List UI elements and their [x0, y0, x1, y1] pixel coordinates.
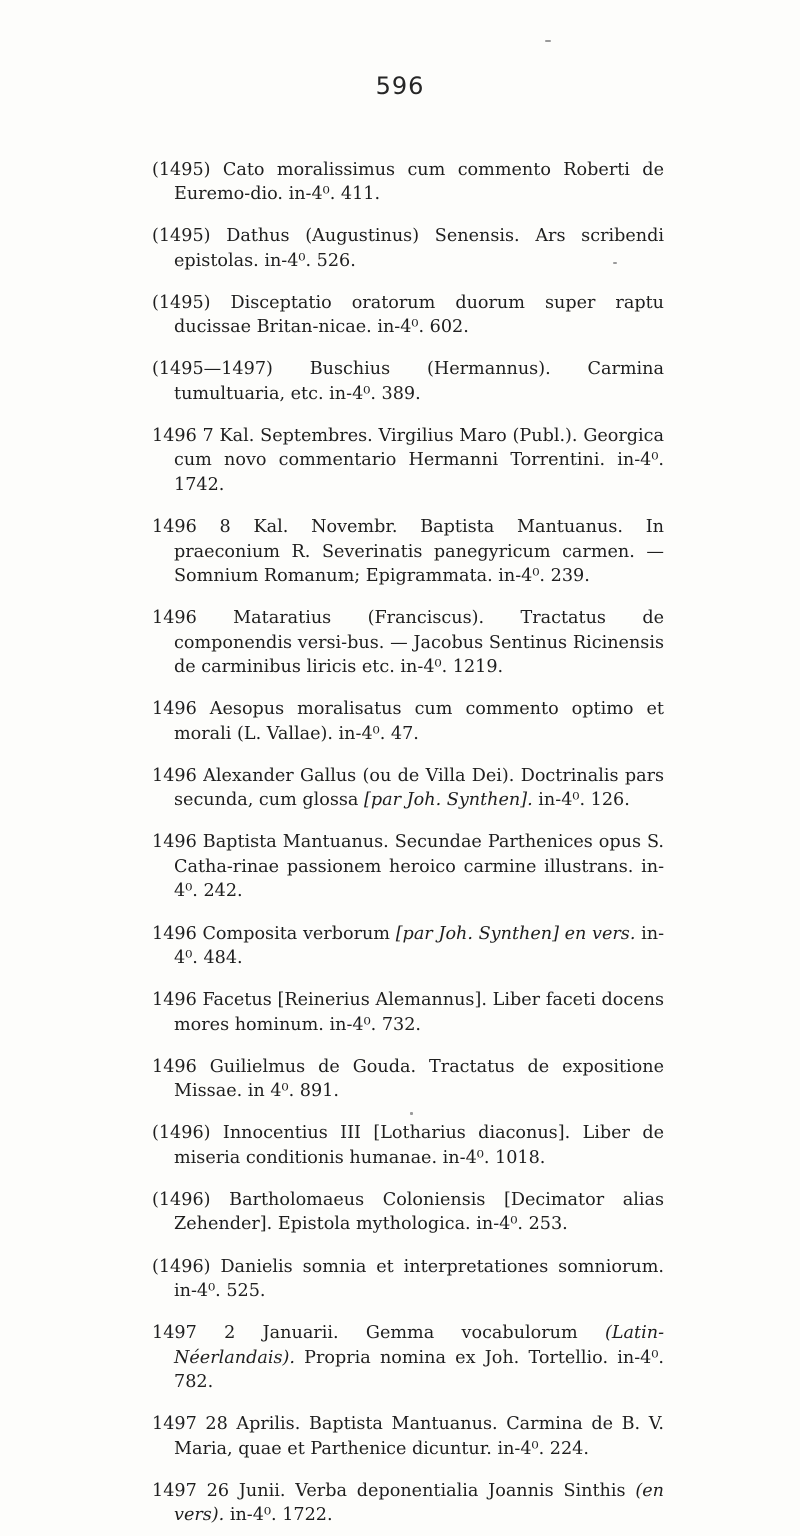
- entry-date: 1497 26 Junii.: [152, 1480, 286, 1501]
- entry-format: in-4⁰.: [174, 1281, 221, 1301]
- bibliography-entry: [152, 224, 664, 273]
- entry-date: (1495): [152, 226, 211, 247]
- page-number: 596: [375, 72, 425, 100]
- entry-title: somnia et interpretationes somniorum.: [302, 1256, 665, 1277]
- entry-title: Secundae Parthenices opus S. Catha-rinae passionem heroico carmine illustrans.: [174, 832, 665, 877]
- bibliography-entry: [152, 764, 664, 813]
- entry-title: cum commento Roberti de Euremo-dio.: [174, 159, 664, 205]
- entry-author: Baptista Mantuanus.: [308, 1414, 498, 1435]
- bibliography-entry: [152, 1121, 664, 1170]
- bibliography-entry: [152, 515, 664, 589]
- bibliography-entry: [152, 922, 664, 971]
- entry-title: duorum super raptu ducissae Britan-nicae.: [174, 292, 665, 338]
- entry-author: Innocentius III [Lotharius diaconus].: [222, 1123, 571, 1144]
- entry-number: 1219.: [452, 657, 504, 678]
- entry-author: Buschius (Hermannus).: [309, 359, 551, 380]
- bibliography-entry: [152, 357, 664, 406]
- entry-number: 526.: [316, 250, 356, 271]
- bibliography-entry: [152, 830, 664, 904]
- entry-title: In praeconium R. Severinatis panegyricum carmen. — Somnium Romanum; Epigrammata.: [174, 517, 664, 587]
- paper-speck: [545, 40, 551, 42]
- entry-format: in 4⁰.: [247, 1081, 295, 1102]
- entry-author: Danielis: [220, 1256, 293, 1277]
- entry-author: Bartholomaeus Coloniensis [Decimator alias Zehender].: [174, 1189, 665, 1235]
- entry-title: Liber faceti docens mores hominum.: [174, 990, 665, 1035]
- entry-author: Virgilius Maro (Publ.).: [378, 425, 578, 446]
- bibliography-entry: [152, 1055, 664, 1104]
- entry-number: 484.: [203, 948, 243, 969]
- entry-author: Composita verborum: [202, 923, 390, 944]
- entry-format: in-4⁰.: [617, 1347, 664, 1368]
- entry-format: in-4⁰.: [338, 723, 386, 744]
- entry-author: Disceptatio oratorum: [230, 292, 436, 313]
- entry-author: Gemma vocabulorum: [365, 1323, 578, 1344]
- bibliography-entry: [152, 1321, 664, 1395]
- entry-date: (1495): [152, 292, 211, 313]
- entry-title: Georgica cum novo commentario Hermanni Torrentini.: [174, 425, 665, 471]
- entry-title: Carmina de B. V. Maria, quae et Parthenice dicuntur.: [174, 1414, 665, 1459]
- entry-number: 242.: [203, 881, 243, 902]
- entry-number: 253.: [528, 1214, 568, 1235]
- bibliography-entry: [152, 291, 664, 340]
- entry-number: 126.: [590, 790, 630, 811]
- entry-title: Doctrinalis pars secunda, cum glossa: [174, 765, 665, 811]
- entry-title: Tractatus de expositione Missae.: [174, 1056, 665, 1102]
- entry-format: in-4⁰.: [329, 383, 376, 404]
- entry-date: 1496: [152, 832, 197, 853]
- bibliography-list: [152, 140, 664, 1536]
- entry-title: Liber de miseria conditionis humanae.: [174, 1123, 665, 1168]
- entry-date: 1496: [152, 990, 197, 1011]
- entry-number: 1722.: [282, 1505, 333, 1526]
- paper-speck: [410, 1112, 413, 1115]
- bibliography-entry: [152, 158, 664, 207]
- entry-author: Mataratius (Franciscus).: [233, 608, 485, 629]
- entry-date: 1496: [152, 1056, 197, 1077]
- bibliography-entry: [152, 1255, 664, 1304]
- entry-number: 389.: [381, 383, 421, 404]
- entry-author: Verba deponentialia Joannis Sinthis: [295, 1480, 626, 1501]
- entry-language-note: (Latin-Néerlandais).: [174, 1323, 665, 1368]
- entry-author: Baptista Mantuanus.: [202, 832, 389, 853]
- entry-format: in-4⁰.: [497, 1438, 545, 1459]
- entry-format: in-4⁰.: [442, 1147, 490, 1168]
- entry-number: 732.: [381, 1014, 422, 1035]
- entry-date: (1496): [152, 1189, 211, 1210]
- entry-number: 239.: [550, 566, 590, 587]
- entry-date: 1496 8 Kal. Novembr.: [152, 517, 398, 538]
- bibliography-entry: [152, 697, 664, 746]
- entry-date: 1496: [152, 923, 197, 944]
- entry-date: (1496): [152, 1256, 211, 1277]
- bibliography-entry: [152, 1188, 664, 1237]
- entry-format: in-4⁰.: [617, 450, 664, 471]
- entry-printer-note: [par Joh. Synthen].: [363, 790, 533, 811]
- entry-date: (1496): [152, 1123, 211, 1144]
- entry-author: Baptista Mantuanus.: [420, 517, 623, 538]
- entry-format: in-4⁰.: [174, 923, 665, 969]
- entry-author: Dathus (Augustinus) Senensis.: [226, 226, 520, 247]
- entry-number: 782.: [174, 1372, 214, 1393]
- entry-date: (1495—1497): [152, 359, 273, 380]
- entry-date: 1496 7 Kal. Septembres.: [152, 425, 373, 446]
- entry-number: 602.: [429, 317, 469, 338]
- entry-number: 1018.: [495, 1147, 546, 1168]
- entry-author: Guilielmus de Gouda.: [209, 1056, 417, 1077]
- entry-date: 1496: [152, 765, 197, 786]
- entry-format: in-4⁰.: [264, 250, 312, 271]
- entry-number: 224.: [549, 1438, 589, 1459]
- bibliography-entry: [152, 606, 664, 680]
- entry-format: in-4⁰.: [174, 856, 665, 902]
- entry-language-note: (en vers).: [174, 1480, 665, 1526]
- entry-date: (1495): [152, 159, 211, 180]
- entry-title: Tractatus de componendis versi-bus. — Jacobus Sentinus Ricinensis de carminibus liricis etc.: [174, 608, 664, 678]
- entry-title: Ars scribendi epistolas.: [174, 226, 664, 271]
- bibliography-entry: [152, 1479, 664, 1528]
- paper-speck: [613, 262, 617, 264]
- entry-number: 47.: [390, 723, 419, 744]
- entry-date: 1496: [152, 699, 197, 720]
- entry-author: Facetus [Reinerius Alemannus].: [202, 990, 487, 1011]
- entry-format: in-4⁰.: [476, 1214, 523, 1235]
- entry-number: 1742.: [174, 474, 225, 495]
- entry-title: Epistola mythologica.: [277, 1214, 471, 1235]
- entry-format: in-4⁰.: [329, 1014, 377, 1035]
- entry-date: 1496: [152, 608, 197, 629]
- entry-number: 525.: [226, 1281, 266, 1301]
- entry-format: in-4⁰.: [538, 790, 586, 811]
- entry-title: Carmina tumultuaria, etc.: [174, 359, 664, 404]
- entry-title: Propria nomina ex Joh. Tortellio.: [304, 1347, 609, 1368]
- entry-format: in-4⁰.: [377, 317, 425, 338]
- entry-format: in-4⁰.: [400, 657, 448, 678]
- entry-printer-note: [par Joh. Synthen] en vers.: [395, 923, 636, 944]
- bibliography-entry: [152, 1412, 664, 1461]
- entry-number: 411.: [340, 184, 381, 205]
- entry-title: cum commento optimo et morali (L. Vallae).: [174, 699, 664, 744]
- entry-date: 1497 2 Januarii.: [152, 1323, 339, 1344]
- entry-number: 891.: [299, 1081, 339, 1102]
- entry-author: Cato moralissimus: [222, 159, 396, 180]
- entry-author: Aesopus moralisatus: [209, 699, 402, 720]
- entry-format: in-4⁰.: [498, 566, 546, 587]
- bibliography-entry: [152, 424, 664, 498]
- bibliography-entry: [152, 988, 664, 1037]
- entry-date: 1497 28 Aprilis.: [152, 1414, 301, 1435]
- entry-format: in-4⁰.: [229, 1505, 277, 1526]
- entry-author: Alexander Gallus (ou de Villa Dei).: [203, 765, 515, 786]
- entry-format: in-4⁰.: [288, 184, 336, 205]
